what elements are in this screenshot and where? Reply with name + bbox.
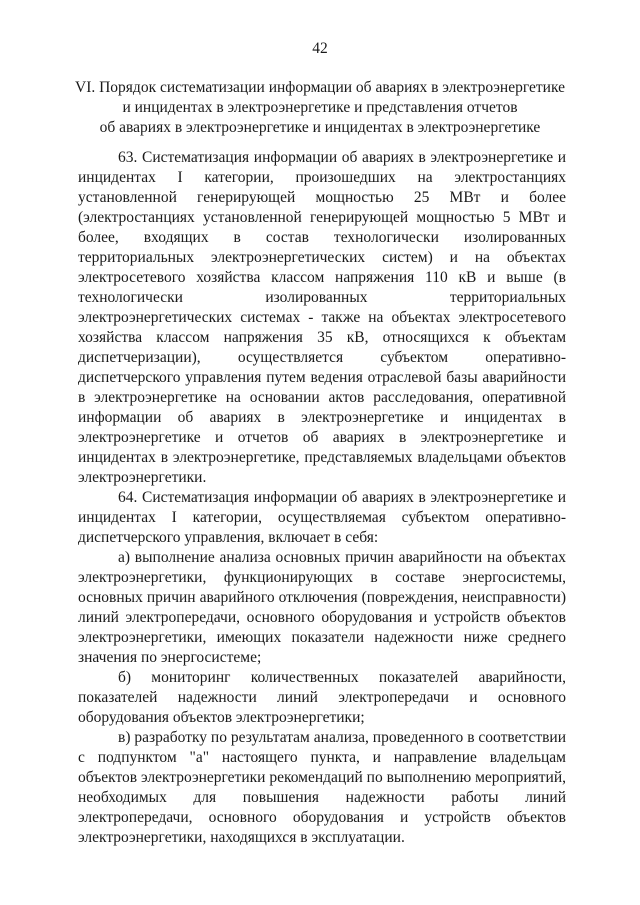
- section-heading-line-2: и инцидентах в электроэнергетике и представления отчетов: [122, 99, 518, 116]
- page-number: 42: [312, 40, 328, 57]
- section-heading-line-3: об авариях в электроэнергетике и инцидентах в электроэнергетике: [99, 119, 541, 136]
- section-heading-line-1: VI. Порядок систематизации информации об авариях в электроэнергетике: [75, 79, 565, 96]
- document-body: [78, 148, 566, 848]
- paragraph-63: 63. Систематизация информации об авариях в электроэнергетике и инцидентах I категории, произошедших на электростанциях установленной генерирующей мощностью 25 МВт и более (электростанциях установленной генерирующей мощностью 5 МВт и более, входящих в состав технологически изолированных территориальных электроэнергетических систем) и на объектах электросетевого хозяйства классом напряжения 110 кВ и выше (в технологически изолированных территориальных электроэнергетических системах - также на объектах электросетевого хозяйства классом напряжения 35 кВ, относящихся к объектам диспетчеризации), осуществляется субъектом оперативно-диспетчерского управления путем ведения отраслевой базы аварийности в электроэнергетике на основании актов расследования, оперативной информации об авариях в электроэнергетике и инцидентах в электроэнергетике и отчетов об авариях в электроэнергетике и инцидентах в электроэнергетике, представляемых владельцами объектов электроэнергетики.: [78, 149, 566, 486]
- subitem-a: а) выполнение анализа основных причин аварийности на объектах электроэнергетики, функционирующих в составе энергосистемы, основных причин аварийного отключения (повреждения, неисправности) линий электропередачи, основного оборудования и устройств объектов электроэнергетики, имеющих показатели надежности ниже среднего значения по энергосистеме;: [78, 549, 566, 666]
- section-heading: [60, 78, 580, 138]
- subitem-v: в) разработку по результатам анализа, проведенного в соответствии с подпунктом "а" настоящего пункта, и направление владельцам объектов электроэнергетики рекомендаций по выполнению мероприятий, необходимых для повышения надежности работы линий электропередачи, основного оборудования и устройств объектов электроэнергетики, находящихся в эксплуатации.: [78, 729, 567, 846]
- subitem-b: б) мониторинг количественных показателей аварийности, показателей надежности линий электропередачи и основного оборудования объектов электроэнергетики;: [78, 669, 566, 726]
- paragraph-64: 64. Систематизация информации об авариях в электроэнергетике и инцидентах I категории, осуществляемая субъектом оперативно-диспетчерского управления, включает в себя:: [78, 489, 566, 546]
